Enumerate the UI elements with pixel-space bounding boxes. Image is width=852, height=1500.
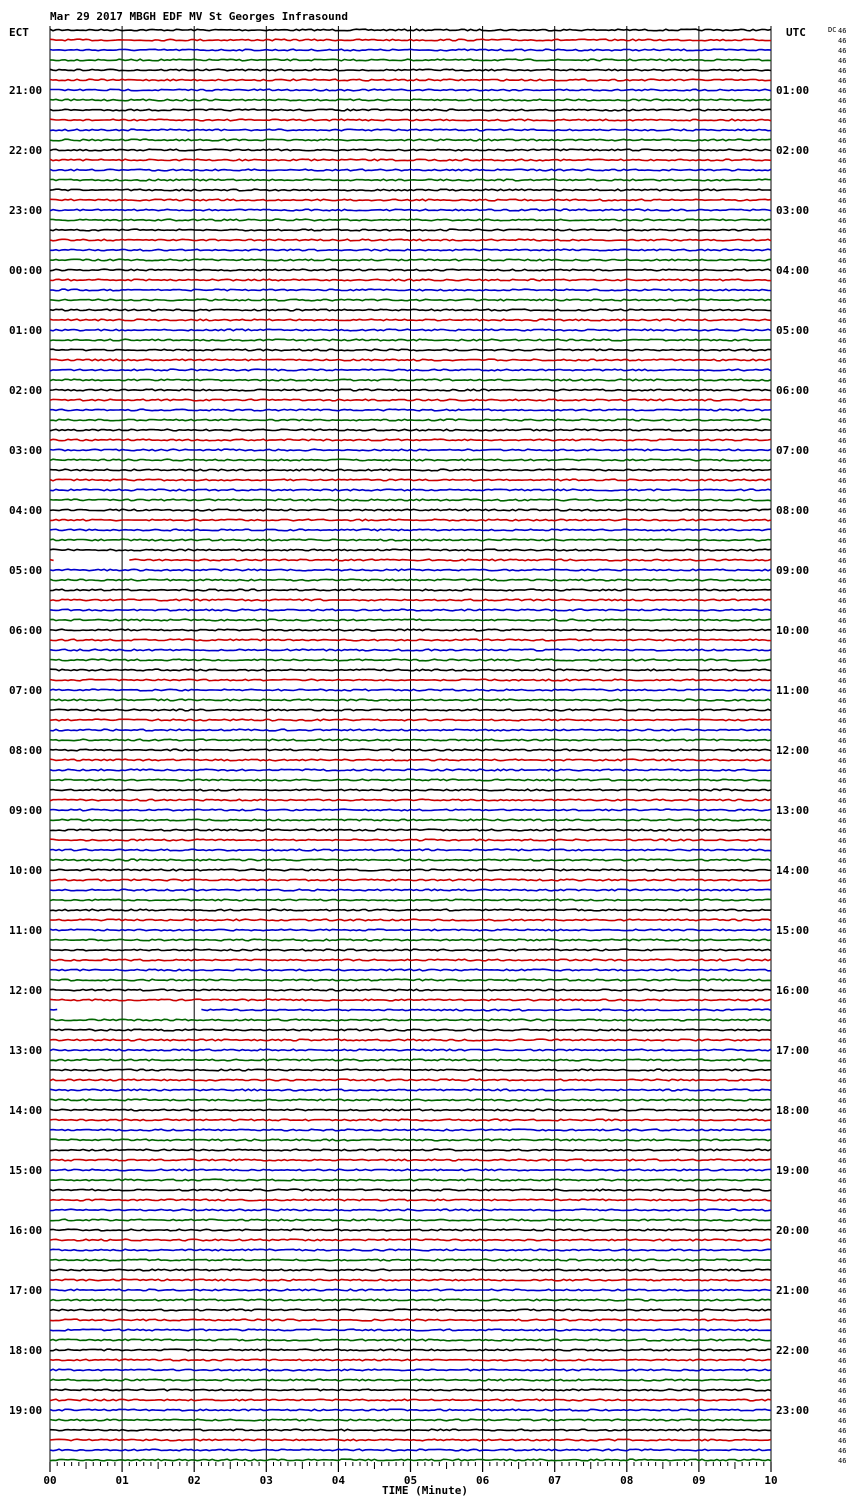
scale-label: 46 [838, 1357, 847, 1365]
scale-label: 46 [838, 67, 847, 75]
scale-label: 46 [838, 627, 847, 635]
seismic-trace [50, 1419, 771, 1421]
scale-label: 46 [838, 1417, 847, 1425]
scale-label: 46 [838, 987, 847, 995]
seismic-trace [50, 1069, 771, 1071]
seismic-trace [50, 1309, 771, 1311]
seismic-trace [50, 629, 771, 631]
scale-label: 46 [838, 287, 847, 295]
scale-label: 46 [838, 857, 847, 865]
scale-label: 46 [838, 1237, 847, 1245]
seismic-trace [50, 929, 771, 931]
right-hour-label: 04:00 [776, 264, 810, 277]
scale-label: 46 [838, 507, 847, 515]
right-hour-label: 02:00 [776, 144, 810, 157]
x-tick-label: 02 [187, 1474, 201, 1487]
seismic-trace [50, 299, 771, 301]
seismic-trace [50, 79, 771, 81]
right-hour-label: 03:00 [776, 204, 810, 217]
right-hour-label: 20:00 [776, 1224, 810, 1237]
scale-label: 46 [838, 1027, 847, 1035]
right-hour-label: 18:00 [776, 1104, 810, 1117]
scale-label: 46 [838, 1127, 847, 1135]
scale-label: 46 [838, 977, 847, 985]
right-hour-label: 11:00 [776, 684, 810, 697]
scale-label: 46 [838, 567, 847, 575]
scale-label: 46 [838, 1037, 847, 1045]
scale-label: 46 [838, 647, 847, 655]
seismic-trace [50, 819, 771, 821]
scale-label: 46 [838, 407, 847, 415]
seismic-trace [50, 679, 771, 681]
scale-label: 46 [838, 57, 847, 65]
right-hour-label: 08:00 [776, 504, 810, 517]
right-hour-label: 17:00 [776, 1044, 810, 1057]
seismic-trace [50, 1369, 771, 1371]
scale-label: 46 [838, 477, 847, 485]
left-hour-label: 14:00 [9, 1104, 43, 1117]
scale-label: 46 [838, 547, 847, 555]
scale-label: 46 [838, 897, 847, 905]
scale-label: 46 [838, 297, 847, 305]
scale-label: 46 [838, 697, 847, 705]
scale-label: 46 [838, 1087, 847, 1095]
x-tick-label: 00 [43, 1474, 57, 1487]
left-hour-label: 22:00 [9, 144, 43, 157]
scale-label: 46 [838, 1047, 847, 1055]
chart-title: Mar 29 2017 MBGH EDF MV St Georges Infrasound [50, 10, 349, 23]
seismic-trace [50, 249, 771, 251]
scale-label: 46 [838, 807, 847, 815]
scale-label: 46 [838, 577, 847, 585]
left-hour-label: 01:00 [9, 324, 43, 337]
left-hour-label: 17:00 [9, 1284, 43, 1297]
seismic-trace [50, 879, 771, 881]
scale-label: 46 [838, 947, 847, 955]
scale-label: 46 [838, 1007, 847, 1015]
scale-label: 46 [838, 1227, 847, 1235]
left-hour-label: 00:00 [9, 264, 43, 277]
scale-label: 46 [838, 1407, 847, 1415]
scale-label: 46 [838, 587, 847, 595]
seismic-trace [50, 1109, 771, 1111]
scale-label: 46 [838, 557, 847, 565]
seismic-trace [50, 1049, 771, 1051]
scale-label: 46 [838, 147, 847, 155]
scale-label: 46 [838, 777, 847, 785]
right-axis-label: UTC [786, 26, 806, 39]
x-tick-label: 06 [475, 1474, 490, 1487]
scale-label: 46 [838, 707, 847, 715]
scale-label: 46 [838, 837, 847, 845]
seismic-trace [50, 179, 771, 181]
left-hour-label: 21:00 [9, 84, 43, 97]
seismic-trace [50, 1379, 771, 1381]
seismic-trace [50, 419, 771, 421]
left-hour-label: 09:00 [9, 804, 43, 817]
seismic-trace [50, 149, 771, 151]
scale-label: 46 [838, 847, 847, 855]
seismic-trace [50, 1389, 771, 1391]
scale-label: 46 [838, 87, 847, 95]
left-hour-label: 19:00 [9, 1404, 43, 1417]
scale-label: 46 [838, 607, 847, 615]
seismic-trace [50, 329, 771, 331]
scale-label: 46 [838, 657, 847, 665]
scale-label: 46 [838, 247, 847, 255]
scale-label: 46 [838, 157, 847, 165]
seismic-trace [50, 509, 771, 511]
scale-label: 46 [838, 277, 847, 285]
scale-label: 46 [838, 367, 847, 375]
scale-label: 46 [838, 1197, 847, 1205]
left-hour-label: 05:00 [9, 564, 43, 577]
scale-label: 46 [838, 637, 847, 645]
scale-label: 46 [838, 757, 847, 765]
seismic-trace [50, 1229, 771, 1231]
seismic-trace [50, 319, 771, 321]
scale-label: 46 [838, 447, 847, 455]
right-hour-label: 07:00 [776, 444, 810, 457]
scale-label: 46 [838, 1077, 847, 1085]
x-tick-label: 04 [331, 1474, 346, 1487]
left-hour-label: 03:00 [9, 444, 43, 457]
right-hour-label: 13:00 [776, 804, 810, 817]
seismic-trace [50, 269, 771, 271]
scale-label: 46 [838, 47, 847, 55]
scale-label: 46 [838, 107, 847, 115]
scale-label: 46 [838, 417, 847, 425]
seismic-trace [50, 1259, 771, 1261]
scale-label: 46 [838, 497, 847, 505]
scale-label: 46 [838, 1457, 847, 1465]
seismic-trace [50, 69, 771, 71]
scale-label: 46 [838, 237, 847, 245]
scale-label: 46 [838, 867, 847, 875]
scale-label: 46 [838, 927, 847, 935]
seismic-trace [50, 1029, 771, 1031]
scale-label: 46 [838, 97, 847, 105]
scale-label: 46 [838, 397, 847, 405]
seismic-trace [50, 1169, 771, 1171]
corner-label: DC [828, 26, 837, 34]
left-hour-label: 02:00 [9, 384, 43, 397]
scale-label: 46 [838, 617, 847, 625]
right-hour-label: 05:00 [776, 324, 810, 337]
left-hour-label: 10:00 [9, 864, 43, 877]
scale-label: 46 [838, 667, 847, 675]
seismic-trace [50, 599, 771, 601]
left-hour-label: 18:00 [9, 1344, 43, 1357]
x-axis-label: TIME (Minute) [381, 1484, 469, 1497]
left-hour-label: 23:00 [9, 204, 43, 217]
x-tick-label: 01 [115, 1474, 129, 1487]
right-hour-label: 12:00 [776, 744, 810, 757]
scale-label: 46 [838, 727, 847, 735]
x-tick-label: 07 [548, 1474, 562, 1487]
scale-label: 46 [838, 1247, 847, 1255]
scale-label: 46 [838, 887, 847, 895]
seismic-trace [50, 1139, 771, 1141]
scale-label: 46 [838, 1017, 847, 1025]
scale-label: 46 [838, 1347, 847, 1355]
scale-label: 46 [838, 997, 847, 1005]
scale-label: 46 [838, 167, 847, 175]
scale-label: 46 [838, 267, 847, 275]
seismic-trace [50, 560, 54, 561]
scale-label: 46 [838, 227, 847, 235]
seismic-trace [50, 29, 771, 31]
x-tick-label: 03 [259, 1474, 273, 1487]
scale-label: 46 [838, 717, 847, 725]
scale-label: 46 [838, 1287, 847, 1295]
scale-label: 46 [838, 1187, 847, 1195]
left-hour-label: 08:00 [9, 744, 43, 757]
scale-label: 46 [838, 537, 847, 545]
scale-label: 46 [838, 1327, 847, 1335]
scale-label: 46 [838, 957, 847, 965]
scale-label: 46 [838, 1397, 847, 1405]
x-tick-label: 05 [403, 1474, 418, 1487]
seismic-trace [50, 739, 771, 741]
right-hour-label: 09:00 [776, 564, 810, 577]
scale-label: 46 [838, 217, 847, 225]
scale-label: 46 [838, 937, 847, 945]
scale-label: 46 [838, 817, 847, 825]
seismic-trace [50, 1009, 57, 1010]
scale-label: 46 [838, 1067, 847, 1075]
left-hour-label: 13:00 [9, 1044, 43, 1057]
seismic-trace [50, 1219, 771, 1221]
scale-label: 46 [838, 917, 847, 925]
seismic-trace [50, 1089, 771, 1091]
left-hour-label: 15:00 [9, 1164, 43, 1177]
scale-label: 46 [838, 307, 847, 315]
scale-label: 46 [838, 877, 847, 885]
right-hour-label: 10:00 [776, 624, 810, 637]
scale-label: 46 [838, 77, 847, 85]
scale-label: 46 [838, 1377, 847, 1385]
seismic-trace [50, 439, 771, 441]
scale-label: 46 [838, 197, 847, 205]
scale-label: 46 [838, 1387, 847, 1395]
seismic-trace [50, 1449, 771, 1451]
scale-label: 46 [838, 827, 847, 835]
scale-label: 46 [838, 1157, 847, 1165]
seismic-trace [50, 1459, 771, 1461]
seismic-trace [201, 1009, 771, 1011]
seismic-trace [50, 1039, 771, 1041]
scale-label: 46 [838, 1167, 847, 1175]
scale-label: 46 [838, 907, 847, 915]
seismic-trace [50, 979, 771, 981]
scale-label: 46 [838, 1307, 847, 1315]
scale-label: 46 [838, 187, 847, 195]
left-hour-label: 11:00 [9, 924, 43, 937]
scale-label: 46 [838, 427, 847, 435]
scale-label: 46 [838, 207, 847, 215]
scale-label: 46 [838, 347, 847, 355]
seismic-trace [50, 309, 771, 311]
scale-label: 46 [838, 1257, 847, 1265]
scale-label: 46 [838, 517, 847, 525]
scale-label: 46 [838, 177, 847, 185]
scale-label: 46 [838, 677, 847, 685]
scale-label: 46 [838, 1427, 847, 1435]
left-hour-label: 16:00 [9, 1224, 43, 1237]
scale-label: 46 [838, 597, 847, 605]
scale-label: 46 [838, 1217, 847, 1225]
scale-label: 46 [838, 357, 847, 365]
scale-label: 46 [838, 1367, 847, 1375]
left-hour-label: 12:00 [9, 984, 43, 997]
grid [50, 26, 771, 1463]
left-hour-label: 06:00 [9, 624, 43, 637]
scale-label: 46 [838, 387, 847, 395]
seismic-trace [50, 1129, 771, 1131]
scale-label: 46 [838, 257, 847, 265]
scale-label: 46 [838, 317, 847, 325]
scale-label: 46 [838, 1437, 847, 1445]
right-hour-label: 22:00 [776, 1344, 810, 1357]
right-hour-label: 16:00 [776, 984, 810, 997]
scale-label: 46 [838, 377, 847, 385]
right-hour-label: 01:00 [776, 84, 810, 97]
scale-label: 46 [838, 1267, 847, 1275]
seismic-trace [50, 799, 771, 801]
seismic-trace [50, 909, 771, 911]
scale-label: 46 [838, 1317, 847, 1325]
right-hour-label: 06:00 [776, 384, 810, 397]
x-tick-label: 10 [764, 1474, 778, 1487]
scale-label: 46 [838, 1107, 847, 1115]
left-axis-label: ECT [9, 26, 29, 39]
scale-label: 46 [838, 1137, 847, 1145]
scale-label: 46 [838, 967, 847, 975]
scale-label: 46 [838, 1297, 847, 1305]
scale-label: 46 [838, 327, 847, 335]
seismic-trace [50, 469, 771, 471]
scale-label: 46 [838, 797, 847, 805]
scale-label: 46 [838, 1447, 847, 1455]
seismic-trace [50, 589, 771, 591]
scale-label: 46 [838, 337, 847, 345]
scale-label: 46 [838, 457, 847, 465]
scale-label: 46 [838, 1177, 847, 1185]
scale-label: 46 [838, 27, 847, 35]
scale-label: 46 [838, 1207, 847, 1215]
left-hour-label: 04:00 [9, 504, 43, 517]
seismic-trace [50, 1319, 771, 1321]
seismic-trace [50, 519, 771, 521]
seismic-trace [50, 1119, 771, 1121]
right-hour-label: 19:00 [776, 1164, 810, 1177]
right-hour-label: 14:00 [776, 864, 810, 877]
scale-label: 46 [838, 37, 847, 45]
seismic-trace [50, 1199, 771, 1201]
seismic-trace [50, 749, 771, 751]
scale-label: 46 [838, 787, 847, 795]
seismic-trace [50, 1299, 771, 1301]
scale-label: 46 [838, 1117, 847, 1125]
scale-labels [838, 27, 846, 1465]
scale-label: 46 [838, 117, 847, 125]
right-hour-label: 23:00 [776, 1404, 810, 1417]
scale-label: 46 [838, 687, 847, 695]
right-hour-label: 21:00 [776, 1284, 810, 1297]
scale-label: 46 [838, 1097, 847, 1105]
seismic-trace [129, 559, 771, 561]
scale-label: 46 [838, 1057, 847, 1065]
x-axis-ticks [43, 1462, 777, 1487]
scale-label: 46 [838, 527, 847, 535]
scale-label: 46 [838, 437, 847, 445]
scale-label: 46 [838, 737, 847, 745]
x-tick-label: 08 [620, 1474, 634, 1487]
scale-label: 46 [838, 1337, 847, 1345]
left-hour-label: 07:00 [9, 684, 43, 697]
scale-label: 46 [838, 747, 847, 755]
x-tick-label: 09 [692, 1474, 706, 1487]
scale-label: 46 [838, 767, 847, 775]
right-hour-label: 15:00 [776, 924, 810, 937]
scale-label: 46 [838, 487, 847, 495]
scale-label: 46 [838, 467, 847, 475]
scale-label: 46 [838, 1277, 847, 1285]
scale-label: 46 [838, 1147, 847, 1155]
scale-label: 46 [838, 137, 847, 145]
scale-label: 46 [838, 127, 847, 135]
